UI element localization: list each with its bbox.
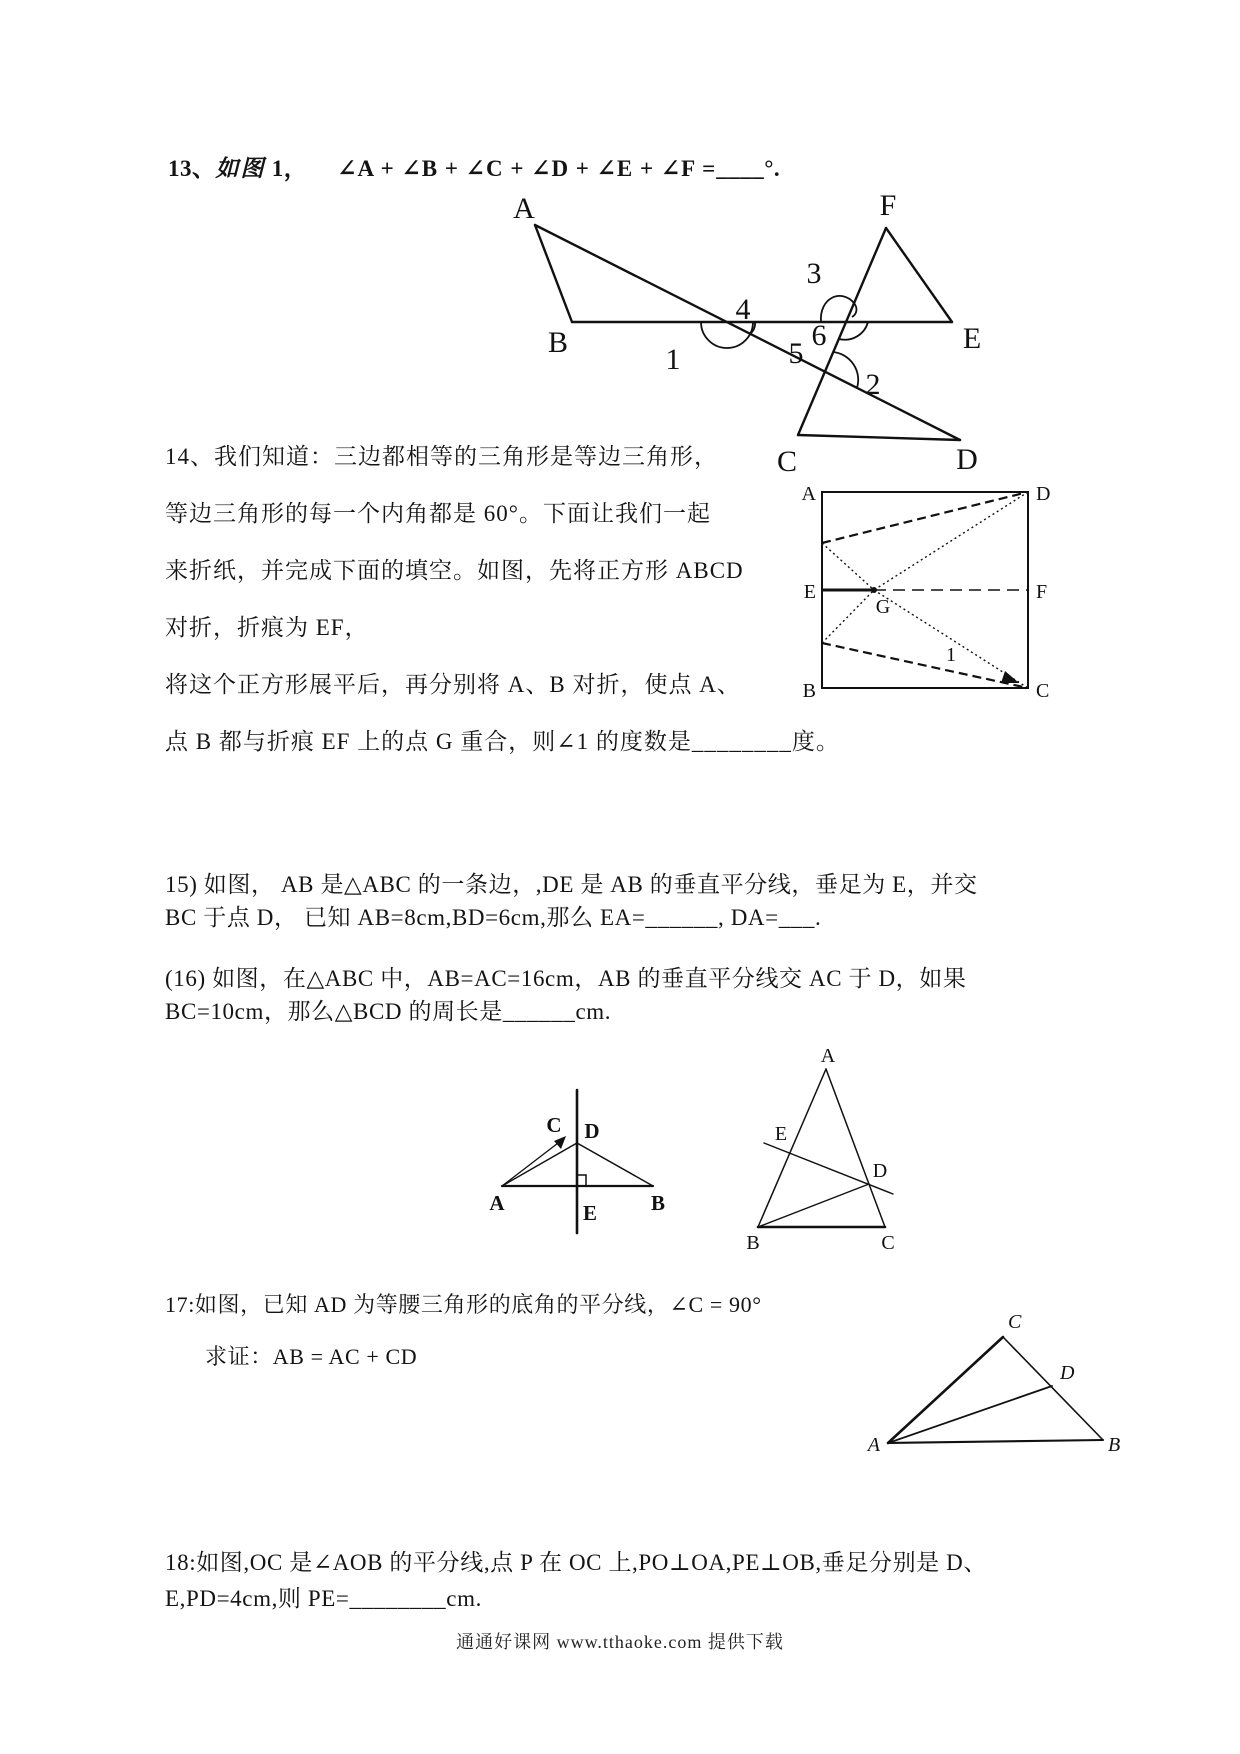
- problem-14-line-1: 14、我们知道：三边都相等的三角形是等边三角形，: [165, 444, 718, 469]
- fig15-label-b: B: [650, 1191, 666, 1215]
- fig16-label-a: A: [820, 1045, 836, 1067]
- problem-13-blank: ____: [716, 156, 765, 181]
- fig16-label-e: E: [774, 1123, 788, 1145]
- fig15-label-d: D: [584, 1119, 600, 1143]
- problem-14-line-5: 将这个正方形展平后，再分别将 A、B 对折，使点 A、: [165, 672, 741, 697]
- angle-label-3: 3: [806, 257, 822, 290]
- line-a-b: [535, 225, 572, 322]
- problem-13-number: 13、: [168, 156, 216, 181]
- problem-14-line-2: 等边三角形的每一个内角都是 60°。下面让我们一起: [165, 501, 711, 526]
- fig15-label-c: C: [546, 1113, 562, 1137]
- problem-16-text: [165, 962, 966, 1028]
- side-a-b-fig16: [758, 1069, 826, 1227]
- figure-14: [790, 468, 1060, 713]
- problem-15-line-2: BC 于点 D， 已知 AB=8cm,BD=6cm,那么 EA=______, DA=___.: [165, 905, 822, 930]
- side-a-b-fig17: [888, 1440, 1103, 1443]
- square-label-b: B: [802, 680, 816, 702]
- line-d-b-fig15: [577, 1143, 653, 1186]
- problem-14-line-4: 对折，折痕为 EF，: [165, 615, 369, 640]
- problem-18-line-1: 18:如图,OC 是∠AOB 的平分线,点 P 在 OC 上,PO⊥OA,PE⊥OB,垂足分别是 D、: [165, 1550, 987, 1575]
- fig15-label-e: E: [582, 1201, 598, 1225]
- figure-16: [720, 1030, 950, 1260]
- fig16-label-c: C: [881, 1232, 895, 1254]
- fig17-label-a: A: [867, 1434, 880, 1456]
- figure-15-lines: [502, 1090, 653, 1233]
- square-label-f: F: [1036, 581, 1048, 603]
- line-f-e: [886, 228, 952, 322]
- line-a-c-fig15: [502, 1140, 562, 1186]
- line-a-d-fig15: [502, 1143, 577, 1186]
- page-footer: 通通好课网 www.tthaoke.com 提供下载: [456, 1632, 784, 1652]
- angle-label-5: 5: [788, 337, 804, 370]
- vertex-label-b: B: [547, 326, 569, 359]
- problem-17-line-2: 求证：AB = AC + CD: [205, 1344, 418, 1369]
- problem-13-text: [168, 150, 780, 183]
- problem-14-text: [165, 428, 840, 770]
- problem-13-formula: ∠A + ∠B + ∠C + ∠D + ∠E + ∠F =: [337, 156, 717, 181]
- problem-14-line-3: 来折纸，并完成下面的填空。如图，先将正方形 ABCD: [165, 558, 744, 583]
- angle-label-1-fig14: 1: [946, 644, 956, 666]
- angle-label-2: 2: [865, 368, 881, 401]
- fig17-label-c: C: [1008, 1311, 1022, 1333]
- problem-16-line-2: BC=10cm，那么△BCD 的周长是______cm.: [165, 999, 612, 1024]
- crease-upper: [822, 492, 1028, 543]
- vertex-label-e: E: [962, 322, 982, 355]
- line-b-d-fig16: [758, 1184, 869, 1227]
- fig16-label-b: B: [746, 1232, 760, 1254]
- problem-13-figref: 1，: [265, 156, 308, 181]
- crease-lower: [822, 643, 1028, 688]
- problem-18-line-2: E,PD=4cm,则 PE=________cm.: [165, 1586, 482, 1611]
- problem-15-line-1: 15) 如图， AB 是△ABC 的一条边，,DE 是 AB 的垂直平分线，垂足为 E，并交: [165, 872, 978, 897]
- vertex-label-d: D: [956, 443, 978, 476]
- figure-13-angle-arcs: [701, 296, 868, 388]
- arrowhead-c-fig15: [554, 1136, 566, 1149]
- fig17-label-b: B: [1108, 1434, 1121, 1456]
- fold-edge-p1-g: [822, 543, 874, 590]
- problem-13-rutu: 如图: [215, 156, 266, 181]
- problem-14-line-6: 点 B 都与折痕 EF 上的点 G 重合，则∠1 的度数是________度。: [165, 729, 840, 754]
- square-label-c: C: [1036, 680, 1050, 702]
- right-angle-mark-fig15: [577, 1175, 586, 1186]
- figure-17-lines: [888, 1337, 1103, 1443]
- problem-15-text: [165, 868, 978, 934]
- vertex-label-c: C: [776, 445, 798, 478]
- figure-14-labels: [802, 483, 1051, 702]
- figure-17-labels: [866, 1311, 1120, 1456]
- square-label-e: E: [803, 581, 816, 603]
- side-a-c-fig16: [826, 1069, 888, 1227]
- fold-edge-p2-g: [822, 590, 874, 643]
- fig17-label-d: D: [1060, 1362, 1075, 1384]
- problem-18-text: [165, 1545, 987, 1617]
- point-g-dot: [871, 587, 877, 593]
- angle-label-4: 4: [735, 293, 751, 326]
- vertex-label-a: A: [513, 192, 535, 225]
- fig16-label-d: D: [872, 1160, 888, 1182]
- figure-16-lines: [758, 1069, 893, 1227]
- bisector-a-d-fig17: [888, 1386, 1052, 1443]
- angle-mark-at-c: [1001, 671, 1019, 683]
- angle-label-6: 6: [811, 319, 827, 352]
- figure-17: [850, 1300, 1150, 1470]
- side-a-c-fig17: [888, 1337, 1003, 1443]
- square-label-a: A: [801, 483, 816, 505]
- angle-label-1: 1: [665, 343, 681, 376]
- fold-edge-d-g: [874, 492, 1028, 590]
- figure-15: [440, 1080, 700, 1250]
- line-a-d: [535, 225, 960, 440]
- problem-16-line-1: (16) 如图，在△ABC 中，AB=AC=16cm，AB 的垂直平分线交 AC 于 D，如果: [165, 966, 967, 991]
- problem-13-degree: °.: [764, 156, 781, 181]
- side-c-b-fig17: [1003, 1337, 1103, 1440]
- square-label-d: D: [1036, 483, 1051, 505]
- figure-13-lines: [535, 225, 960, 440]
- problem-17-line-1: 17:如图，已知 AD 为等腰三角形的底角的平分线，∠C = 90°: [165, 1292, 762, 1317]
- vertex-label-f: F: [879, 189, 897, 222]
- fig15-label-a: A: [489, 1191, 505, 1215]
- figure-14-lines: [822, 492, 1028, 688]
- square-label-g: G: [875, 596, 891, 618]
